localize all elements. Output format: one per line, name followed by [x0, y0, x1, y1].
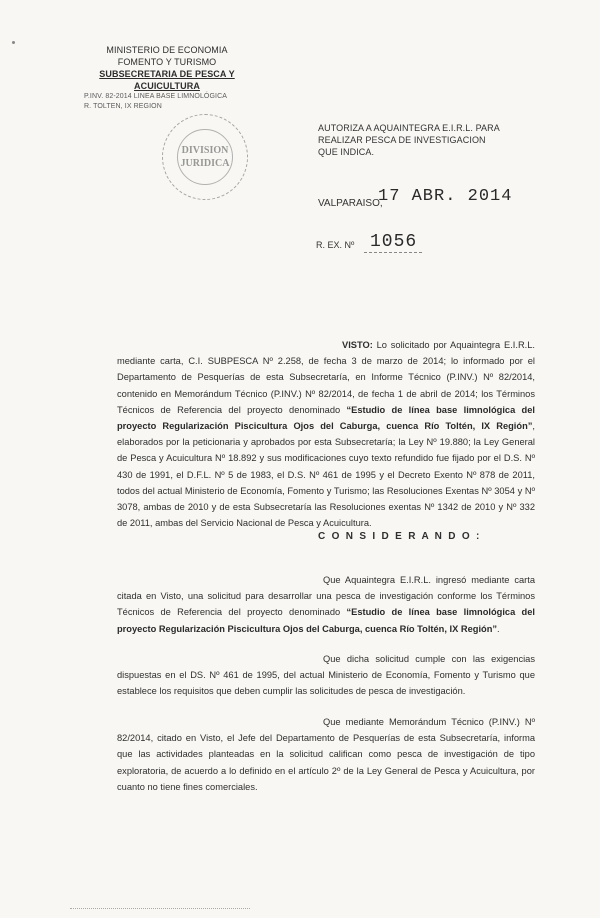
reference-line-2: R. TOLTEN, IX REGION	[84, 103, 162, 110]
division-juridica-stamp	[162, 114, 248, 200]
stamp-text-line-2: JURIDICA	[180, 158, 230, 169]
visto-project-name: “Estudio de línea base limnológica del proyecto Regularización Piscicultura Ojos del Caburga, cuenca Río Toltén, IX Región”	[117, 404, 535, 432]
visto-label: VISTO:	[342, 340, 373, 350]
date-stamp: 17 ABR. 2014	[378, 187, 513, 206]
footer-dotted-line	[70, 908, 250, 909]
considerando-paragraph-2	[117, 651, 535, 700]
scan-mark	[12, 41, 15, 44]
visto-text-part-2: , elaborados por la peticionaria y aprobados por esta Subsecretaría; la Ley Nº 19.880; la Ley General de Pesca y Acuicultura Nº 18.892 y sus modificaciones cuyo texto refundido fue fijado por el D.S. Nº 430 de 1991, el D.F.L. Nº 5 de 1983, el D.S. Nº 461 de 1995 y el Decreto Exento Nº 878 de 2011, todos del actual Ministerio de Economía, Fomento y Turismo; las Resoluciones Exentas Nº 3054 y Nº 3078, ambas de 2010 y de esta Subsecretaría las Resoluciones exentas Nº 1342 de 2010 y Nº 332 de 2011, ambas del Servicio Nacional de Pesca y Acuicultura.	[117, 421, 535, 529]
stamp-inner-ring	[177, 129, 233, 185]
reference-line-1: P.INV. 82-2014 LINEA BASE LIMNOLÓGICA	[84, 93, 227, 100]
considerando-heading: C O N S I D E R A N D O :	[318, 531, 482, 542]
stamp-text-line-1: DIVISION	[181, 145, 229, 156]
considerando-paragraph-1	[117, 572, 535, 637]
paragraph-2-text: Que dicha solicitud cumple con las exigencias dispuestas en el DS. Nº 461 de 1995, del actual Ministerio de Economía, Fomento y Turismo que establece los requisitos que deben cumplir las solicitudes de pesca de investigación.	[117, 654, 535, 697]
resolution-number-underline	[364, 252, 422, 253]
subsecretaria-name: SUBSECRETARIA DE PESCA Y ACUICULTURA	[99, 69, 235, 91]
considerando-paragraph-3	[117, 714, 535, 795]
resolution-subject: AUTORIZA A AQUAINTEGRA E.I.R.L. PARA REALIZAR PESCA DE INVESTIGACION QUE INDICA.	[318, 123, 500, 157]
ministry-subtitle: FOMENTO Y TURISMO	[117, 57, 217, 67]
resolution-number-label: R. EX. Nº	[316, 240, 355, 250]
resolution-number: 1056	[370, 232, 418, 252]
paragraph-1-text-part-2: .	[497, 623, 500, 634]
visto-paragraph	[117, 337, 535, 531]
visto-text-part-1: Lo solicitado por Aquaintegra E.I.R.L. mediante carta, C.I. SUBPESCA Nº 2.258, de fecha 3 de marzo de 2014; lo informado por el Departamento de Pesquerías de esta Subsecretaría, en Informe Técnico (P.INV.) Nº 82/2014, contenido en Memorándum Técnico (P.INV.) Nº 82/2014, de fecha 1 de abril de 2014; los Términos Técnicos de Referencia del proyecto denominado	[117, 340, 535, 415]
paragraph-1-project-name: “Estudio de línea base limnológica del proyecto Regularización Piscicultura Ojos del Caburga, cuenca Río Toltén, IX Región”	[117, 607, 535, 634]
paragraph-3-text: Que mediante Memorándum Técnico (P.INV.) Nº 82/2014, citado en Visto, el Jefe del Departamento de Pesquerías de esta Subsecretaría, informa que las actividades planteadas en la solicitud califican como pesca de investigación de tipo exploratoria, de acuerdo a lo definido en el artículo 2º de la Ley General de Pesca y Acuicultura, por cuanto no tiene fines comerciales.	[117, 717, 535, 792]
place-label: VALPARAISO,	[318, 198, 383, 209]
ministry-name: MINISTERIO DE ECONOMIA	[106, 45, 228, 55]
letterhead	[72, 44, 262, 112]
paragraph-1-text-part-1: Que Aquaintegra E.I.R.L. ingresó mediante carta citada en Visto, una solicitud para desarrollar una pesca de investigación conforme los Términos Técnicos de Referencia del proyecto denominado	[117, 575, 535, 618]
